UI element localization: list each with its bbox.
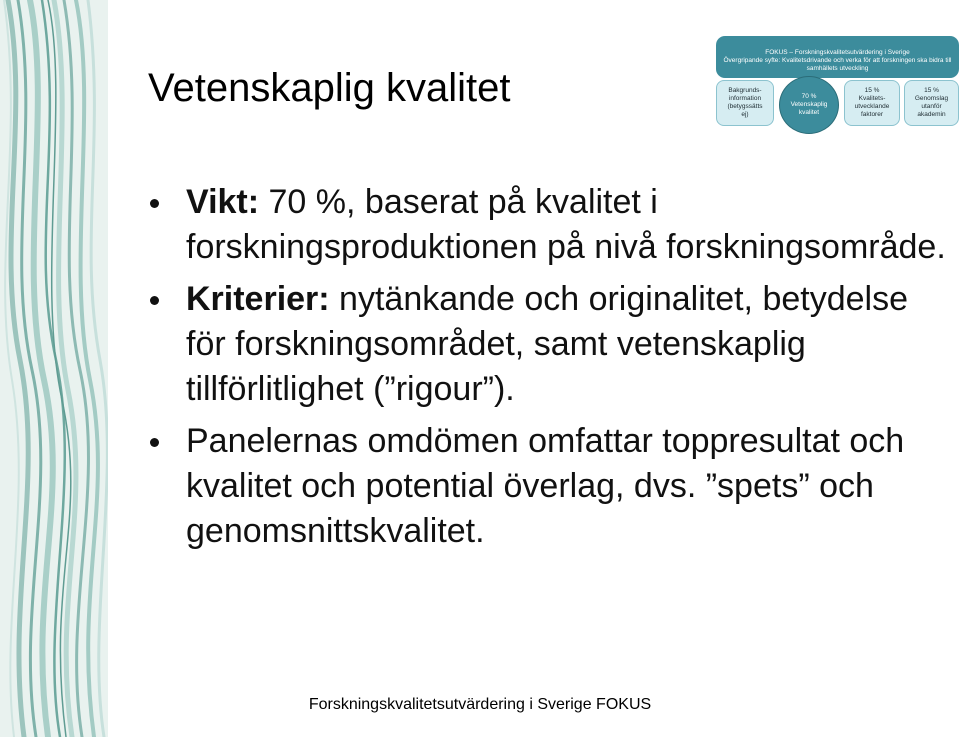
bullet-text: nytänkande och originalitet, betydelse för forskningsområdet, samt vetenskaplig tillförlitlighet (”rigour”). xyxy=(186,280,908,408)
diagram-box-line: utvecklande xyxy=(854,103,890,110)
diagram-box-line: Kvalitets- xyxy=(858,95,886,102)
diagram-box-line: Bakgrunds- xyxy=(728,87,762,94)
diagram-header-line: samhällets utveckling xyxy=(806,65,869,72)
bullet-text: Panelernas omdömen omfattar toppresultat och kvalitet och potential överlag, dvs. ”spets” och genomsnittskvalitet. xyxy=(186,422,905,550)
diagram-box-line: Genomslag xyxy=(914,95,949,102)
bullet-dot xyxy=(150,438,159,447)
diagram-header-line: Övergripande syfte: Kvalitetsdrivande och verka för att forskningen ska bidra till xyxy=(723,57,952,64)
diagram-box-line: akademin xyxy=(917,111,946,118)
diagram-box-impact xyxy=(904,80,959,126)
diagram-box-scientific-quality xyxy=(779,76,839,134)
bullet-item xyxy=(146,419,946,554)
bullet-list xyxy=(146,180,946,561)
bullet-label: Kriterier: xyxy=(186,280,330,318)
fokus-diagram xyxy=(716,36,960,136)
diagram-box-line: 15 % xyxy=(924,87,939,94)
bullet-label: Vikt: xyxy=(186,183,260,221)
diagram-box-quality-factors xyxy=(844,80,900,126)
diagram-box-line: kvalitet xyxy=(798,109,820,116)
decorative-wave-stripe xyxy=(0,0,108,737)
diagram-box-background xyxy=(716,80,774,126)
bullet-item xyxy=(146,277,946,412)
diagram-box-line: (betygssätts xyxy=(727,103,763,110)
diagram-box-line: ej) xyxy=(741,111,749,118)
diagram-box-line: Vetenskaplig xyxy=(790,101,828,108)
diagram-box-line: utanför xyxy=(921,103,942,110)
bullet-item xyxy=(146,180,946,270)
bullet-text: 70 %, baserat på kvalitet i forskningsproduktionen på nivå forskningsområde. xyxy=(186,183,946,266)
slide-title: Vetenskaplig kvalitet xyxy=(148,66,511,110)
diagram-box-line: 70 % xyxy=(801,93,817,100)
diagram-box-line: information xyxy=(728,95,762,102)
diagram-header-line: FOKUS – Forskningskvalitetsutvärdering i Sverige xyxy=(765,49,910,56)
diagram-box-line: faktorer xyxy=(860,111,884,118)
bullet-dot xyxy=(150,296,159,305)
bullet-dot xyxy=(150,199,159,208)
diagram-header xyxy=(716,36,959,78)
diagram-box-line: 15 % xyxy=(864,87,880,94)
slide-footer: Forskningskvalitetsutvärdering i Sverige FOKUS xyxy=(308,696,652,713)
